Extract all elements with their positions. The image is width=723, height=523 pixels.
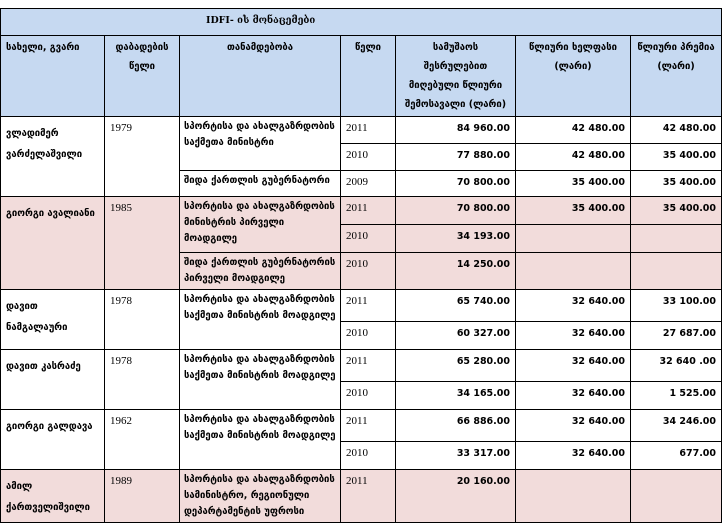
table-row [1,290,722,322]
table-title-row [1,9,722,36]
table-title: IDFI- ის მონაცემები [1,9,722,36]
total-income-cell: 60 327.00 [396,322,516,350]
total-income-cell: 14 250.00 [396,253,516,290]
person-name: გიორგი გალდავა [1,410,105,470]
salary-cell: 32 640.00 [516,322,631,350]
year-cell: 2011 [341,350,396,382]
bonus-cell: 32 640 .00 [631,350,722,382]
header-salary: წლიური ხელფასი (ლარი) [516,36,631,117]
header-name: სახელი, გვარი [1,36,105,117]
bonus-cell: 35 400.00 [631,171,722,197]
year-cell: 2011 [341,290,396,322]
bonus-cell: 34 246.00 [631,410,722,442]
table-row [1,197,722,225]
person-name: გიორგი ავალიანი [1,197,105,290]
year-cell: 2010 [341,322,396,350]
birth-year: 1985 [105,197,180,290]
birth-year: 1978 [105,290,180,350]
birth-year: 1962 [105,410,180,470]
bonus-cell: 677.00 [631,442,722,470]
total-income-cell: 34 165.00 [396,382,516,410]
person-name: დავით კასრაძე [1,350,105,410]
year-cell: 2011 [341,410,396,442]
salary-table [0,8,722,523]
header-birth-year: დაბადების წელი [105,36,180,117]
header-year: წელი [341,36,396,117]
bonus-cell: 27 687.00 [631,322,722,350]
bonus-cell: 33 100.00 [631,290,722,322]
year-cell: 2010 [341,144,396,171]
total-income-cell: 70 800.00 [396,171,516,197]
table-row [1,410,722,442]
bonus-cell [631,253,722,290]
salary-cell: 32 640.00 [516,350,631,382]
salary-cell [516,225,631,253]
table-row [1,350,722,382]
salary-cell: 32 640.00 [516,442,631,470]
total-income-cell: 77 880.00 [396,144,516,171]
year-cell: 2011 [341,197,396,225]
bonus-cell: 35 400.00 [631,197,722,225]
bonus-cell [631,225,722,253]
position-cell: სპორტისა და ახალგაზრდობის საქმეთა მინისტრის მოადგილე [180,290,341,350]
birth-year: 1978 [105,350,180,410]
total-income-cell: 65 740.00 [396,290,516,322]
total-income-cell: 34 193.00 [396,225,516,253]
bonus-cell: 1 525.00 [631,382,722,410]
bonus-cell: 42 480.00 [631,117,722,144]
total-income-cell: 65 280.00 [396,350,516,382]
salary-cell: 42 480.00 [516,144,631,171]
salary-cell: 35 400.00 [516,197,631,225]
total-income-cell: 84 960.00 [396,117,516,144]
birth-year: 1989 [105,470,180,523]
total-income-cell: 20 160.00 [396,470,516,523]
position-cell: სპორტისა და ახალგაზრდობის საქმეთა მინისტრი [180,117,341,171]
birth-year: 1979 [105,117,180,197]
header-total-income: სამუშაოს შესრულებით მიღებული წლიური შემოსავალი (ლარი) [396,36,516,117]
position-cell: შიდა ქართლის გუბერნატორის პირველი მოადგილე [180,253,341,290]
position-cell: სპორტისა და ახალგაზრდობის სამინისტრო, რეგიონული დეპარტამენტის უფროსი [180,470,341,523]
person-name: ამილ ქართველიშვილი [1,470,105,523]
year-cell: 2011 [341,470,396,523]
salary-cell: 32 640.00 [516,410,631,442]
salary-cell [516,253,631,290]
salary-cell: 35 400.00 [516,171,631,197]
year-cell: 2010 [341,382,396,410]
table-row [1,470,722,523]
salary-cell: 32 640.00 [516,290,631,322]
year-cell: 2011 [341,117,396,144]
position-cell: სპორტისა და ახალგაზრდობის მინისტრის პირველი მოადგილე [180,197,341,253]
total-income-cell: 70 800.00 [396,197,516,225]
bonus-cell: 35 400.00 [631,144,722,171]
person-name: დავით ნამგალაური [1,290,105,350]
year-cell: 2010 [341,225,396,253]
bonus-cell [631,470,722,523]
salary-cell: 42 480.00 [516,117,631,144]
salary-cell: 32 640.00 [516,382,631,410]
year-cell: 2010 [341,442,396,470]
header-position: თანამდებობა [180,36,341,117]
table-header-row [1,36,722,117]
year-cell: 2010 [341,253,396,290]
total-income-cell: 66 886.00 [396,410,516,442]
year-cell: 2009 [341,171,396,197]
table-row [1,117,722,144]
total-income-cell: 33 317.00 [396,442,516,470]
position-cell: სპორტისა და ახალგაზრდობის საქმეთა მინისტრის მოადგილე [180,410,341,470]
position-cell: სპორტისა და ახალგაზრდობის საქმეთა მინისტრის მოადგილე [180,350,341,410]
header-bonus: წლიური პრემია (ლარი) [631,36,722,117]
person-name: ვლადიმერ ვარძელაშვილი [1,117,105,197]
position-cell: შიდა ქართლის გუბერნატორი [180,171,341,197]
salary-cell [516,470,631,523]
